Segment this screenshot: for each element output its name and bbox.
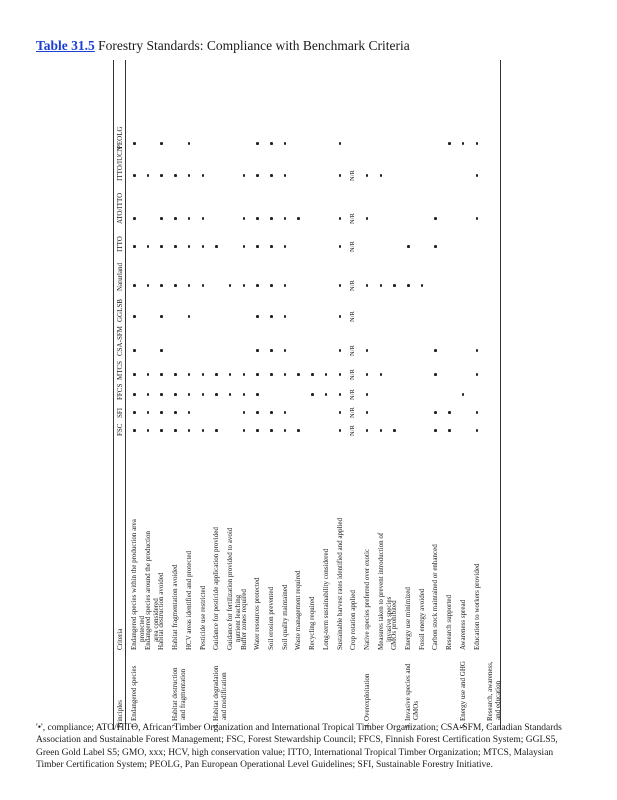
compliance-dot: [256, 174, 259, 177]
not-required-mark: N/R: [349, 311, 357, 322]
compliance-dot: [229, 393, 232, 396]
compliance-dot: [366, 393, 369, 396]
compliance-dot: [174, 393, 177, 396]
compliance-dot: [339, 174, 342, 177]
compliance-dot: [147, 284, 150, 287]
compliance-dot: [147, 373, 150, 376]
compliance-dot: [188, 174, 191, 177]
compliance-dot: [339, 142, 342, 145]
compliance-dot: [160, 217, 163, 220]
compliance-dot: [284, 245, 287, 248]
table-title: [36, 38, 410, 54]
compliance-dot: [366, 429, 369, 432]
criterion-label: Energy use minimized: [404, 587, 412, 650]
criterion-label: invasive species: [384, 596, 393, 642]
compliance-dot: [366, 373, 369, 376]
compliance-dot: [160, 315, 163, 318]
criterion-label: Education to workers provided: [472, 563, 481, 650]
compliance-dot: [256, 349, 259, 352]
not-required-mark: N/R: [349, 369, 357, 380]
compliance-dot: [133, 315, 136, 318]
compliance-dot: [160, 393, 163, 396]
header-standard: SFI: [116, 407, 124, 418]
principle-label: 2. Habitat destruction: [171, 667, 180, 728]
compliance-dot: [448, 411, 451, 414]
criterion-label: Guidance for fertilization provided to avoid: [225, 527, 234, 650]
compliance-dot: [270, 411, 273, 414]
criterion-label: Carbon stock maintained or enhanced: [431, 544, 440, 650]
compliance-dot: [256, 373, 259, 376]
compliance-dot: [256, 284, 259, 287]
compliance-dot: [270, 142, 273, 145]
compliance-dot: [133, 411, 136, 414]
criterion-label: Awareness spread: [458, 599, 467, 650]
header-standard: ATO/ITTO: [116, 192, 124, 224]
compliance-dot: [448, 429, 451, 432]
rotated-table: [112, 60, 502, 730]
not-required-mark: N/R: [349, 389, 357, 400]
compliance-dot: [215, 373, 218, 376]
compliance-dot: [284, 373, 287, 376]
compliance-dot: [339, 393, 342, 396]
compliance-dot: [160, 373, 163, 376]
compliance-dot: [160, 245, 163, 248]
criterion-label: Soil quality maintained: [280, 584, 289, 650]
compliance-dot: [188, 315, 191, 318]
compliance-dot: [243, 373, 246, 376]
compliance-dot: [270, 373, 273, 376]
criterion-label: Endangered species around the production: [143, 531, 152, 650]
header-standard: ITTO/IUCN: [116, 146, 124, 181]
compliance-dot: [147, 411, 150, 414]
compliance-dot: [215, 393, 218, 396]
compliance-dot: [243, 429, 246, 432]
compliance-dot: [421, 284, 424, 287]
header-standard: FFCS: [116, 383, 124, 400]
compliance-dot: [202, 429, 205, 432]
criterion-label: Soil erosion prevented: [267, 587, 275, 650]
table-number-link[interactable]: Table 31.5: [36, 38, 95, 53]
compliance-dot: [202, 284, 205, 287]
compliance-dot: [243, 411, 246, 414]
compliance-dot: [270, 245, 273, 248]
compliance-dot: [188, 245, 191, 248]
criterion-label: Habitat fragmentation avoided: [171, 564, 180, 650]
compliance-dot: [229, 284, 232, 287]
compliance-dot: [188, 373, 191, 376]
criterion-label: Recycling required: [308, 596, 317, 650]
principle-label: and modification: [220, 672, 229, 720]
criterion-label: Fossil energy avoided: [417, 588, 426, 650]
compliance-dot: [256, 245, 259, 248]
compliance-dot: [476, 349, 479, 352]
header-principles: Principles: [116, 700, 124, 728]
compliance-dot: [434, 373, 437, 376]
compliance-dot: [366, 411, 369, 414]
table-caption: Forestry Standards: Compliance with Benchmark Criteria: [98, 38, 410, 53]
compliance-dot: [297, 373, 300, 376]
compliance-dot: [160, 142, 163, 145]
compliance-dot: [243, 245, 246, 248]
criterion-label: Guidance for pesticide application provided: [212, 527, 221, 650]
compliance-dot: [366, 174, 369, 177]
compliance-dot: [174, 373, 177, 376]
compliance-dot: [366, 217, 369, 220]
compliance-dot: [229, 373, 232, 376]
compliance-dot: [147, 429, 150, 432]
compliance-dot: [325, 393, 328, 396]
principle-label: 5. Invasive species and: [404, 663, 412, 728]
compliance-dot: [297, 429, 300, 432]
compliance-dot: [243, 393, 246, 396]
criterion-label: area considered: [151, 598, 160, 642]
not-required-mark: N/R: [349, 170, 357, 181]
compliance-dot: [174, 217, 177, 220]
compliance-dot: [393, 284, 396, 287]
compliance-dot: [284, 174, 287, 177]
criterion-label: Water resources protected: [253, 577, 262, 650]
compliance-dot: [284, 217, 287, 220]
criterion-label: Habitat destruction avoided: [157, 572, 166, 650]
compliance-dot: [188, 217, 191, 220]
compliance-dot: [476, 174, 479, 177]
not-required-mark: N/R: [349, 345, 357, 356]
table-bottom-rule: [500, 60, 501, 730]
compliance-dot: [270, 429, 273, 432]
compliance-dot: [339, 217, 342, 220]
compliance-dot: [476, 217, 479, 220]
compliance-dot: [160, 429, 163, 432]
header-standard: MTCS: [116, 360, 124, 380]
compliance-dot: [202, 245, 205, 248]
compliance-dot: [188, 284, 191, 287]
not-required-mark: N/R: [349, 241, 357, 252]
header-standard: Naturland: [116, 263, 124, 291]
compliance-dot: [188, 411, 191, 414]
table-top-rule: [113, 60, 114, 730]
compliance-dot: [270, 174, 273, 177]
principle-label: 7. Research, awareness,: [486, 661, 495, 728]
criterion-label: Endangered species within the production area: [130, 519, 138, 650]
not-required-mark: N/R: [349, 407, 357, 418]
criterion-label: Research supported: [445, 594, 454, 650]
not-required-mark: N/R: [349, 280, 357, 291]
compliance-dot: [366, 349, 369, 352]
criterion-label: Crop rotation applied: [349, 590, 358, 650]
criterion-label: Measures taken to prevent introduction of: [376, 532, 385, 650]
compliance-dot: [147, 245, 150, 248]
compliance-dot: [202, 393, 205, 396]
compliance-dot: [339, 411, 342, 414]
compliance-dot: [407, 245, 410, 248]
compliance-dot: [297, 217, 300, 220]
compliance-dot: [284, 284, 287, 287]
criterion-label: protected: [138, 615, 146, 642]
compliance-dot: [133, 245, 136, 248]
not-required-mark: N/R: [349, 425, 357, 436]
compliance-dot: [393, 429, 396, 432]
compliance-dot: [202, 217, 205, 220]
compliance-dot: [270, 217, 273, 220]
header-standard: FSC: [116, 423, 124, 436]
compliance-dot: [339, 245, 342, 248]
criterion-label: nutrient leaching: [233, 594, 242, 642]
compliance-dot: [215, 245, 218, 248]
compliance-dot: [256, 217, 259, 220]
compliance-dot: [188, 142, 191, 145]
compliance-dot: [476, 429, 479, 432]
compliance-dot: [160, 349, 163, 352]
compliance-dot: [476, 373, 479, 376]
compliance-dot: [434, 217, 437, 220]
principle-label: and fragmentation: [179, 668, 188, 720]
compliance-dot: [256, 142, 259, 145]
compliance-dot: [133, 393, 136, 396]
compliance-dot: [284, 349, 287, 352]
compliance-dot: [462, 142, 465, 145]
header-criteria: Criteria: [116, 628, 124, 650]
principle-label: and education: [494, 680, 502, 720]
header-rule: [125, 60, 126, 730]
compliance-dot: [339, 429, 342, 432]
compliance-dot: [202, 373, 205, 376]
compliance-dot: [243, 217, 246, 220]
compliance-dot: [147, 393, 150, 396]
principle-label: 4. Overexploitation: [362, 673, 371, 728]
compliance-dot: [243, 284, 246, 287]
criterion-label: Pesticide use restricted: [198, 585, 207, 650]
compliance-dot: [133, 373, 136, 376]
criterion-label: HCV areas identified and protected: [184, 550, 193, 650]
header-standard: GGLSB: [116, 299, 124, 322]
compliance-dot: [462, 393, 465, 396]
compliance-dot: [256, 429, 259, 432]
table-body: [112, 60, 502, 730]
compliance-dot: [325, 373, 328, 376]
compliance-dot: [434, 349, 437, 352]
compliance-dot: [311, 373, 314, 376]
compliance-dot: [133, 217, 136, 220]
compliance-dot: [434, 245, 437, 248]
compliance-dot: [339, 349, 342, 352]
compliance-dot: [202, 174, 205, 177]
compliance-dot: [243, 174, 246, 177]
compliance-dot: [270, 284, 273, 287]
compliance-dot: [256, 393, 259, 396]
compliance-dot: [339, 373, 342, 376]
compliance-dot: [133, 429, 136, 432]
compliance-dot: [380, 174, 383, 177]
principle-label: 3. Habitat degradation: [212, 665, 221, 728]
compliance-dot: [133, 174, 136, 177]
compliance-dot: [133, 349, 136, 352]
compliance-dot: [147, 174, 150, 177]
compliance-dot: [174, 245, 177, 248]
compliance-dot: [380, 284, 383, 287]
compliance-dot: [256, 411, 259, 414]
compliance-dot: [160, 411, 163, 414]
principle-label: 1. Endangered species: [130, 665, 138, 728]
criterion-label: Buffer zones required: [239, 589, 248, 650]
header-standard: CSA-SFM: [116, 326, 124, 356]
table-footnote: '•', compliance; ATO/ITTO, African Timber Organization and International Tropical Timber Organization; CSA-SFM, Canadian Standards Association and Sustainable Forest Management; FSC, Forest Stewardship Council; FFCS, Finnish Forest Certification System; GGLS5, Green Gold Label S5; GMO, xxx; HCV, high conservation value; ITTO, International Tropical Timber Organization; MTCS, Malaysian Timber Certification System; PEOLG, Pan European Operational Level Guidelines; SFI, Sustainable Forestry Initiative.: [36, 723, 562, 771]
compliance-dot: [434, 411, 437, 414]
compliance-dot: [434, 429, 437, 432]
compliance-dot: [270, 349, 273, 352]
compliance-dot: [284, 142, 287, 145]
compliance-dot: [160, 284, 163, 287]
compliance-dot: [133, 284, 136, 287]
criterion-label: Long-term sustainability considered: [321, 548, 330, 650]
compliance-dot: [160, 174, 163, 177]
header-standard: PEOLG: [116, 126, 124, 149]
criterion-label: GMOs prohibited: [390, 600, 399, 650]
compliance-dot: [174, 411, 177, 414]
compliance-dot: [174, 174, 177, 177]
compliance-dot: [380, 429, 383, 432]
compliance-dot: [174, 429, 177, 432]
compliance-dot: [339, 315, 342, 318]
compliance-dot: [133, 142, 136, 145]
compliance-dot: [448, 142, 451, 145]
compliance-dot: [270, 315, 273, 318]
compliance-dot: [284, 429, 287, 432]
compliance-dot: [215, 429, 218, 432]
not-required-mark: N/R: [349, 213, 357, 224]
compliance-dot: [284, 411, 287, 414]
compliance-dot: [188, 429, 191, 432]
principle-label: 6. Energy use and GHG: [458, 661, 467, 728]
criterion-label: Waste management required: [294, 570, 303, 650]
compliance-dot: [311, 393, 314, 396]
criterion-label: Sustainable harvest rates identified and applied: [335, 518, 344, 650]
compliance-dot: [174, 284, 177, 287]
criterion-label: Native species preferred over exotic: [362, 548, 371, 650]
principle-label: GMOs: [412, 700, 420, 720]
compliance-dot: [284, 315, 287, 318]
compliance-dot: [339, 284, 342, 287]
compliance-dot: [380, 373, 383, 376]
compliance-dot: [188, 393, 191, 396]
compliance-dot: [366, 284, 369, 287]
compliance-dot: [256, 315, 259, 318]
compliance-dot: [476, 411, 479, 414]
header-standard: ITTO: [116, 236, 124, 252]
compliance-dot: [476, 142, 479, 145]
compliance-dot: [407, 284, 410, 287]
